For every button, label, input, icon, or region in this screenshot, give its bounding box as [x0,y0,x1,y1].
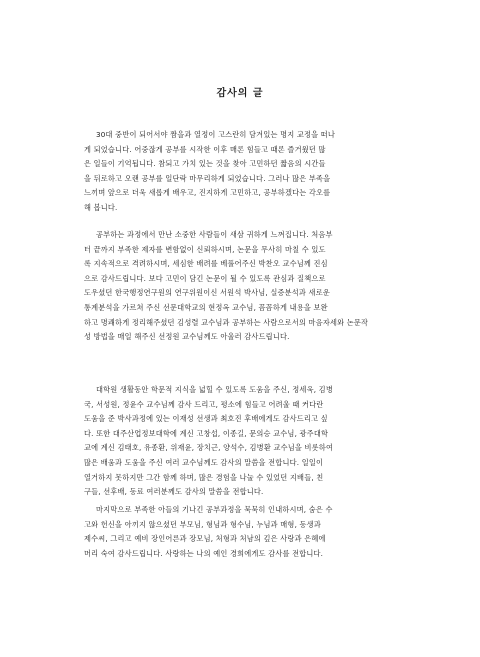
paragraph-1 [84,128,400,216]
text-line: 마지막으로 부족한 아들의 기나긴 공부과정을 묵묵히 인내하시며, 숨은 수 [96,505,333,514]
text-line: 머리 숙여 감사드립니다. 사랑하는 나의 예인 경희에게도 감사를 전합니다. [84,548,324,558]
page-title: 감사의 글 [216,88,264,99]
text-line: 다. 또한 대주산업정보대학에 계신 고창섭, 이종길, 문의승 교수님, 광주대학 [84,428,329,438]
text-line: 해 봅니다. [84,202,118,212]
text-line: 성 방법을 매일 해주신 선정원 교수님께도 아울러 감사드립니다. [84,332,290,342]
text-line: 고와 헌신을 아끼지 않으셨던 부모님, 형님과 형수님, 누님과 매형, 동생과 [84,519,321,529]
text-line: 대학원 생활동안 학문적 지식을 넓힐 수 있도록 도움을 주신, 정세욱, 김병 [96,385,333,394]
text-line: 게 되었습니다. 어중잖게 공부를 시작한 이후 매론 힘들고 때론 즐거웠던 많 [84,144,326,154]
text-line: 터 끝까지 부족한 제자를 변함없이 신뢰하시며, 논문을 무사히 마칠 수 있도 [84,244,326,254]
text-line: 교에 계신 김태호, 유종환, 위재윤, 장치근, 양석수, 김병환 교수님을 비롯하여 [84,443,334,453]
text-line: 록 지속적으로 격려하시며, 세심한 배려를 베풀어주신 박찬오 교수님께 진심 [84,259,328,269]
text-line: 제수씨, 그리고 예비 장인어른과 장모님, 처형과 처남의 깊은 사랑과 은혜에 [84,534,326,544]
text-line: 많은 배움과 도움을 주신 여러 교수님께도 감사의 말씀을 전합니다. 일일이 [84,457,324,467]
text-line: 으로 감사드립니다. 보다 고민이 담긴 논문이 될 수 있도록 관심과 질책으로 [84,273,326,283]
text-line: 구들, 선후배, 동료 여러분께도 감사의 말씀을 전합니다. [84,487,264,497]
text-line: 느끼며 앞으로 더욱 새롭게 배우고, 진지하게 고민하고, 공부하겠다는 각오를 [84,188,331,198]
paragraph-4 [84,503,400,561]
text-line: 국, 서성원, 정윤수 교수님께 감사 드리고, 평소에 힘들고 어려울 때 커다란 [84,399,324,409]
text-line: 열거하지 못하지만 그간 함께 하며, 많은 경험을 나눌 수 있었던 지배들, 친 [84,472,324,482]
text-line: 을 뒤로하고 오랜 공부를 일단락 마무리하게 되었습니다. 그러나 많은 부족을 [84,173,331,183]
text-line: 공부하는 과정에서 만난 소중한 사람들이 새삼 귀하게 느껴집니다. 처음부 [96,230,333,239]
paragraph-3 [84,383,400,500]
paragraph-2 [84,228,400,345]
text-line: 도우셨던 한국행정연구원의 연구위원이신 서원석 박사님, 실증분석과 새로운 [84,288,330,298]
text-line: 하고 명쾌하게 정리해주셨던 김성렬 교수님과 공부하는 사람으로서의 마음자세와 논문작 [84,317,369,327]
text-line: 도움을 준 박사과정에 있는 이재성 선생과 최호진 후배에게도 감사드리고 싶 [84,414,328,424]
text-line: 30대 중반이 되어서야 짬을과 열정이 고스란히 담겨있는 명지 교정을 떠나 [96,130,336,139]
text-line: 은 일들이 기억됩니다. 참되고 가치 있는 것을 찾아 고민하던 짧음의 시간들 [84,159,326,169]
text-line: 통계분석을 가르쳐 주신 선문대학교의 현정옥 교수님, 꼼꼼하게 내용을 보완 [84,302,328,312]
